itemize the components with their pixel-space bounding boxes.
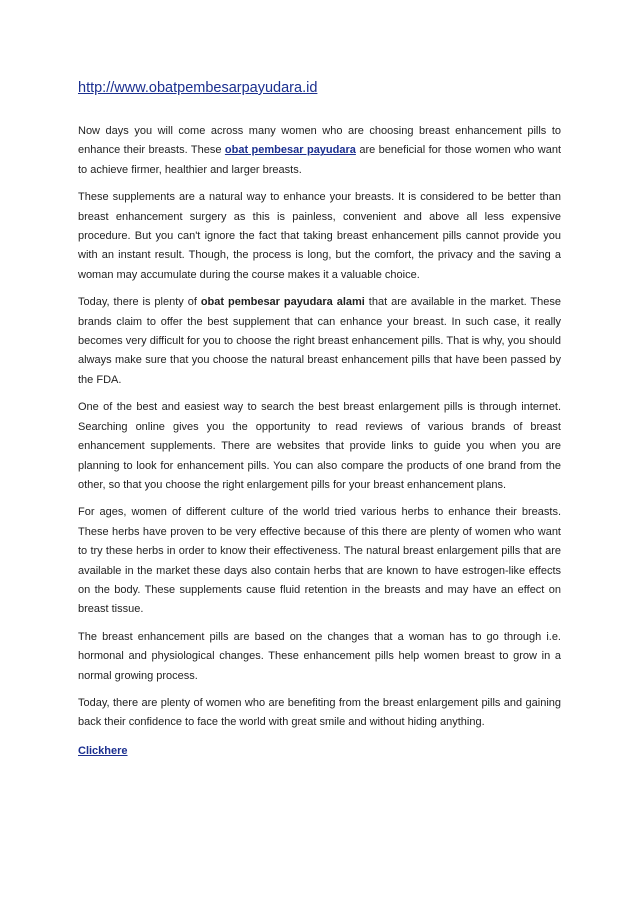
click-here-link[interactable]: Clickhere: [78, 744, 128, 757]
paragraph-herbs: For ages, women of different culture of the world tried various herbs to enhance their breasts. These herbs have proven to be very effective because of this there are plenty of women who want to try these herbs in order to know their effectiveness. The natural breast enlargement pills that are available in the market these days also contain herbs that are known to have estrogen-like effects on the body. These supplements cause fluid retention in the breasts and may have an effect on breast tissue.: [78, 506, 561, 616]
document-page: [78, 78, 561, 760]
paragraph-intro: [78, 122, 561, 180]
paragraph-intro-text-end: are beneficial for those women who want to achieve firmer, healthier and larger breasts.: [78, 144, 561, 176]
paragraph-brands-text-end: that are available in the market. These brands claim to offer the best supplement that can enhance your breast. In such case, it really becomes very difficult for you to choose the right breast enhancement pills. That is why, you should always make sure that you choose the natural breast enhancement pills that have been passed by the FDA.: [78, 296, 561, 386]
paragraph-confidence: Today, there are plenty of women who are benefiting from the breast enlargement pills and gaining back their confidence to face the world with great smile and without hiding anything.: [78, 696, 561, 729]
paragraph-brands: [78, 293, 561, 390]
header-url-link[interactable]: http://www.obatpembesarpayudara.id: [78, 80, 318, 96]
obat-pembesar-payudara-link[interactable]: obat pembesar payudara: [224, 144, 356, 157]
bold-keyword: obat pembesar payudara alami: [200, 296, 365, 309]
paragraph-supplements: These supplements are a natural way to enhance your breasts. It is considered to be better than breast enhancement surgery as this is painless, convenient and above all less expensive procedure. But you can't ignore the fact that taking breast enhancement pills cannot provide you with an instant result. Though, the process is long, but the comfort, the privacy and the saving a woman may accumulate during the course makes it a valuable choice.: [78, 191, 561, 281]
paragraph-intro-text-start: Now days you will come across many women who are choosing breast enhancement pills to enhance their breasts. These: [78, 125, 561, 157]
paragraph-hormonal-changes: The breast enhancement pills are based on the changes that a woman has to go through i.e. hormonal and physiological changes. These enhancement pills help women breast to grow in a normal growing process.: [78, 630, 561, 682]
paragraph-brands-text-start: Today, there is plenty of: [78, 296, 201, 309]
paragraph-search-online: One of the best and easiest way to search the best breast enlargement pills is through internet. Searching online gives you the opportunity to read reviews of various brands of breast enhancement supplements. There are websites that provide links to guide you when you are planning to look for enhancement pills. You can also compare the products of one brand from the other, so that you choose the right enlargement pills for your breast enhancement plans.: [78, 401, 561, 491]
